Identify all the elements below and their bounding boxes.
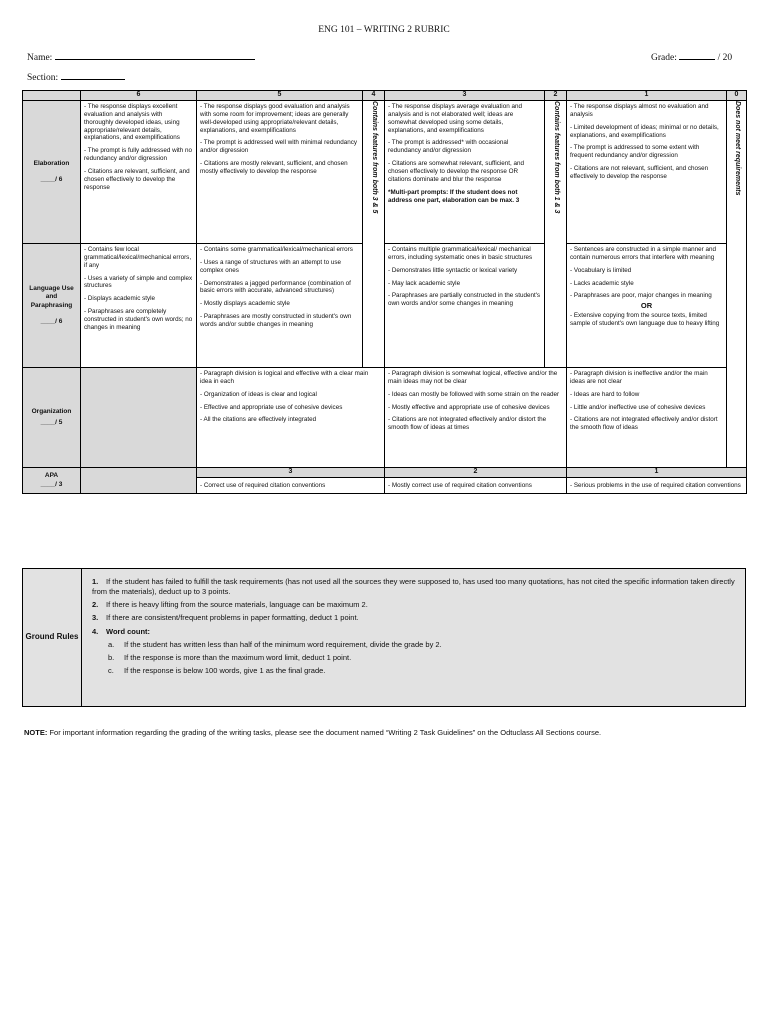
ground-rules-table (22, 568, 746, 707)
document-title: ENG 101 – WRITING 2 RUBRIC (318, 25, 450, 35)
descriptor: - Citations are not relevant, sufficient, and chosen effectively to develop the response (570, 165, 709, 181)
apa-3: - Correct use of required citation conventions (197, 478, 385, 494)
descriptor: - Uses a variety of simple and complex structures (84, 274, 193, 290)
criterion-name: APA (44, 471, 59, 479)
descriptor: - Little and/or ineffective use of cohesive devices (570, 403, 706, 411)
word-count-rule-c (92, 666, 737, 679)
score-header-0: 0 (727, 91, 747, 101)
descriptor: - Paraphrases are poor, major changes in meaning (570, 292, 712, 300)
score-0-note: Does not meet requirements (733, 101, 741, 196)
score-header-3: 3 (385, 91, 545, 101)
descriptor: - Citations are somewhat relevant, sufficient, and chosen effectively to develop the response OR citations dominate and blur the response (388, 160, 525, 183)
criterion-name: Elaboration (33, 159, 70, 167)
score-4-note-cell (363, 101, 385, 368)
section-label: Section: (27, 73, 59, 83)
rule-text: Word count: (106, 626, 151, 636)
subrule-text: If the response is below 100 words, give 1 as the final grade. (124, 665, 326, 675)
language-row (23, 244, 747, 368)
word-count-rule-a (92, 640, 737, 653)
ground-rule-3 (92, 613, 737, 626)
note-text: For important information regarding the grading of the writing tasks, please see the document named “Writing 2 Task Guidelines” on the Odtuclass All Sections course. (49, 728, 602, 737)
name-line (27, 50, 255, 63)
criterion-name: Language Use and Paraphrasing (29, 285, 74, 309)
subrule-letter: c. (108, 665, 114, 675)
descriptor: - Paragraph division is ineffective and/or the main ideas are not clear (570, 370, 708, 385)
descriptor: - Vocabulary is limited (570, 266, 632, 274)
descriptor: - Mostly displays academic style (200, 300, 290, 308)
score-header-4: 4 (363, 91, 385, 101)
organization-label (23, 368, 81, 468)
apa-score-2: 2 (385, 468, 567, 478)
language-score[interactable]: ____/ 6 (40, 317, 63, 325)
elaboration-5 (197, 101, 363, 244)
descriptor: - Effective and appropriate use of cohesive devices (200, 403, 343, 411)
descriptor: - Paraphrases are partially constructed in the student's own words and/or some changes in meaning (388, 292, 541, 308)
elaboration-label (23, 101, 81, 244)
elaboration-3 (385, 101, 545, 244)
descriptor: - Citations are not integrated effectively and/or distort the smooth flow of ideas at times (388, 416, 547, 432)
grading-note (24, 728, 744, 737)
subrule-letter: a. (108, 639, 115, 649)
subrule-text: If the response is more than the maximum word limit, deduct 1 point. (124, 652, 352, 662)
descriptor: - Citations are not integrated effectively and/or distort the smooth flow of ideas (570, 416, 718, 432)
score-4-note: Contains features from both 3 & 5 (370, 101, 378, 214)
apa-label (23, 468, 81, 494)
descriptor: - Mostly effective and appropriate use of cohesive devices (388, 403, 550, 411)
grade-field[interactable] (679, 50, 715, 60)
descriptor: - Ideas are hard to follow (570, 390, 640, 398)
ground-rule-4 (92, 627, 737, 640)
descriptor: - Contains few local grammatical/lexical/mechanical errors, if any (84, 246, 192, 269)
criterion-name: Organization (31, 408, 72, 416)
elaboration-6 (81, 101, 197, 244)
grade-label: Grade: (651, 53, 677, 63)
ground-rules-label: Ground Rules (23, 569, 82, 707)
descriptor: - Organization of ideas is clear and logical (200, 390, 317, 398)
organization-3 (385, 368, 567, 468)
descriptor: - The prompt is addressed well with minimal redundancy and/or digression (200, 139, 358, 155)
language-5 (197, 244, 363, 368)
apa-score-3: 3 (197, 468, 385, 478)
score-header-1: 1 (567, 91, 727, 101)
descriptor: - The response displays average evaluation and analysis and is not elaborated well; ideas are somewhat developed using some details, explanations, and exemplifications (388, 103, 522, 134)
apa-blank (81, 468, 197, 494)
descriptor: - Limited development of ideas; minimal or no details, explanations, and exemplifications (570, 123, 719, 139)
or-separator: OR (640, 301, 653, 311)
descriptor: - The prompt is addressed to some extent with frequent redundancy and/or digression (570, 144, 700, 160)
score-header-6: 6 (81, 91, 197, 101)
apa-header-row (23, 468, 747, 478)
section-line (27, 70, 125, 83)
rubric-table (22, 90, 747, 494)
rule-text: If the student has failed to fulfill the task requirements (has not used all the sources they were supposed to, has used too many quotations, has not cited the specific information taken directly from the materials), deduct up to 3 points. (92, 577, 735, 597)
score-header-row (23, 91, 747, 101)
grade-line (651, 50, 732, 63)
rule-number: 1. (92, 577, 99, 586)
score-header-5: 5 (197, 91, 363, 101)
descriptor: - Sentences are constructed in a simple manner and contain numerous errors that interfere with meaning (570, 246, 716, 261)
ground-rule-2 (92, 600, 737, 613)
elaboration-score[interactable]: ____/ 6 (40, 176, 63, 183)
descriptor: - Contains multiple grammatical/lexical/ mechanical errors, including systematic ones in basic structures (388, 246, 533, 261)
note-label: NOTE: (24, 728, 48, 737)
descriptor: - Contains some grammatical/lexical/mechanical errors (200, 246, 353, 253)
descriptor: - The response displays good evaluation and analysis with some room for improvement; ideas are generally well-developed using appropriate/relevant details, explanations, and exemplifications (200, 103, 350, 134)
descriptor: - Paraphrases are completely constructed in student's own words; no changes in meaning (84, 308, 193, 331)
apa-1: - Serious problems in the use of required citation conventions (567, 478, 747, 494)
organization-1 (567, 368, 727, 468)
language-6 (81, 244, 197, 368)
rule-number: 4. (92, 626, 99, 636)
score-0-note-cell (727, 101, 747, 468)
ground-rule-1 (92, 577, 737, 600)
descriptor: - The response displays excellent evaluation and analysis with thoroughly developed ideas, using appropriate/relevant details, explanations, and exemplifications (84, 103, 180, 142)
apa-score[interactable]: ____/ 3 (40, 481, 63, 488)
descriptor: - Citations are relevant, sufficient, and chosen effectively to develop the response (84, 168, 190, 191)
score-header-blank (23, 91, 81, 101)
descriptor: - May lack academic style (388, 279, 461, 287)
multi-part-note: *Multi-part prompts: If the student does not address one part, elaboration can be max. 3 (388, 188, 520, 204)
descriptor: - Citations are mostly relevant, sufficient, and chosen mostly effectively to develop the response (200, 160, 348, 176)
subrule-letter: b. (108, 652, 115, 662)
descriptor: - Paragraph division is somewhat logical, effective and/or the main ideas may not be clear (388, 370, 558, 385)
descriptor: - Paraphrases are mostly constructed in student's own words and/or subtle changes in meaning (200, 313, 352, 329)
apa-score-1: 1 (567, 468, 747, 478)
score-2-note-cell (545, 101, 567, 368)
descriptor: - Displays academic style (84, 295, 156, 303)
descriptor: - The prompt is fully addressed with no redundancy and/or digression (84, 147, 193, 163)
subrule-text: If the student has written less than half of the minimum word requirement, divide the grade by 2. (124, 639, 442, 649)
descriptor: - The response displays almost no evaluation and analysis (570, 103, 709, 118)
organization-score[interactable]: ____/ 5 (40, 418, 63, 426)
descriptor: - Demonstrates little syntactic or lexical variety (388, 266, 518, 274)
elaboration-1 (567, 101, 727, 244)
descriptor: - The prompt is addressed* with occasional redundancy and/or digression (388, 139, 509, 155)
name-field[interactable] (55, 50, 255, 60)
descriptor: - Ideas can mostly be followed with some strain on the reader (388, 390, 560, 398)
name-label: Name: (27, 53, 53, 63)
language-3 (385, 244, 545, 368)
elaboration-row (23, 101, 747, 244)
grade-total: / 20 (717, 53, 733, 63)
descriptor: - All the citations are effectively integrated (200, 416, 317, 424)
ground-rules-content (82, 569, 746, 707)
language-1 (567, 244, 727, 368)
organization-5 (197, 368, 385, 468)
rule-text: If there is heavy lifting from the source materials, language can be maximum 2. (106, 600, 368, 610)
apa-2: - Mostly correct use of required citation conventions (385, 478, 567, 494)
rule-text: If there are consistent/frequent problems in paper formatting, deduct 1 point. (106, 613, 359, 623)
descriptor: - Extensive copying from the source texts, limited sample of student's own language due to heavy lifting (570, 311, 720, 327)
score-2-note: Contains features from both 1 & 3 (552, 101, 560, 214)
rule-number: 3. (92, 613, 99, 623)
descriptor: - Paragraph division is logical and effective with a clear main idea in each (200, 370, 369, 385)
word-count-rule-b (92, 653, 737, 666)
organization-row (23, 368, 747, 468)
descriptor: - Demonstrates a jagged performance (combination of basic errors with accurate, advanced structures) (200, 279, 351, 295)
section-field[interactable] (61, 70, 125, 80)
descriptor: - Lacks academic style (570, 279, 634, 287)
language-label (23, 244, 81, 368)
organization-6 (81, 368, 197, 468)
rule-number: 2. (92, 600, 99, 610)
descriptor: - Uses a range of structures with an attempt to use complex ones (200, 258, 342, 274)
score-header-2: 2 (545, 91, 567, 101)
